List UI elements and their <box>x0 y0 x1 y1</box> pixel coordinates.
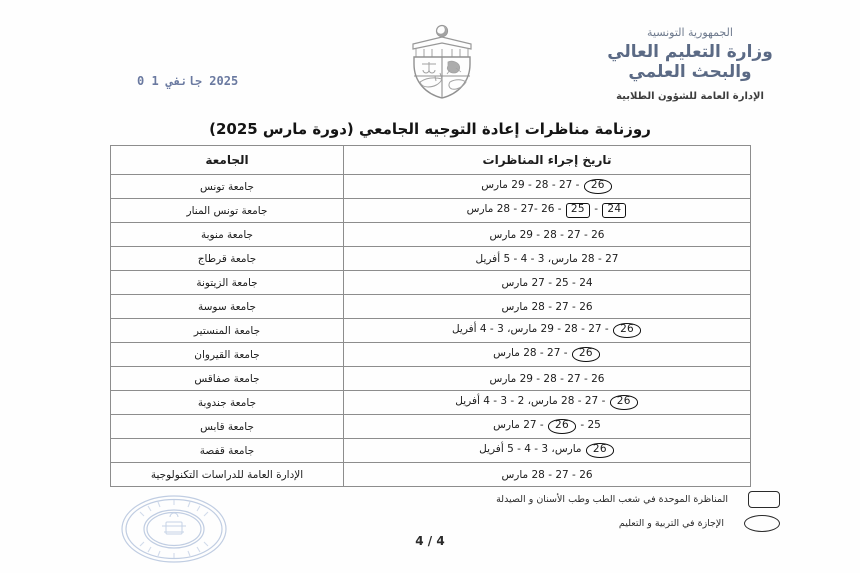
date-text-segment: 26 - 27 - 28 - 29 مارس <box>489 372 605 385</box>
date-text-segment: 27 - 28 مارس، 3 - 4 - 5 أفريل <box>475 252 619 265</box>
dates-text <box>501 301 592 313</box>
cell-university: جامعة المنستير <box>111 319 344 343</box>
cell-university: جامعة تونس <box>111 175 344 199</box>
cell-university: جامعة قابس <box>111 415 344 439</box>
cell-university: الإدارة العامة للدراسات التكنولوجية <box>111 463 344 487</box>
legend-label-unified-exam: المناظرة الموحدة في شعب الطب وطب الأسنان و الصيدلة <box>496 493 728 505</box>
cell-university: جامعة منوبة <box>111 223 344 247</box>
dates-text <box>452 323 642 337</box>
column-header-university: الجامعة <box>111 146 344 175</box>
cell-dates <box>344 319 751 343</box>
legend-item-education-degree <box>424 511 780 535</box>
official-round-seal-icon <box>114 492 234 566</box>
circled-date-marker: 26 <box>586 443 614 457</box>
circled-date-marker: 26 <box>610 395 638 409</box>
date-text-segment: مارس، 3 - 4 - 5 أفريل <box>479 443 585 456</box>
dates-text <box>493 419 601 433</box>
legend-item-unified-exam <box>380 487 780 511</box>
schedule-table <box>110 145 751 487</box>
dates-text <box>481 179 613 193</box>
cell-university: جامعة الزيتونة <box>111 271 344 295</box>
date-text-segment: - 27 - 28 - 29 مارس، 3 - 4 أفريل <box>451 323 613 336</box>
cell-dates <box>344 247 751 271</box>
page-number: 4 / 4 <box>415 534 445 548</box>
table-row <box>111 343 751 367</box>
cell-dates <box>344 295 751 319</box>
date-stamp: 2025 جانفي 1 0 <box>137 74 239 88</box>
table-row <box>111 199 751 223</box>
cell-dates <box>344 367 751 391</box>
table-row <box>111 463 751 487</box>
dates-text <box>501 277 592 289</box>
date-text-segment: 26 - 27 - 28 مارس <box>501 300 593 313</box>
page-title: روزنامة مناظرات إعادة التوجيه الجامعي (دورة مارس 2025) <box>209 120 651 138</box>
dates-text <box>467 203 628 217</box>
circled-date-marker: 26 <box>572 347 600 361</box>
dates-text <box>476 253 619 265</box>
table-row <box>111 319 751 343</box>
ministry-line-1: وزارة التعليم العالي <box>607 42 773 62</box>
table-head <box>111 146 751 175</box>
cell-dates <box>344 463 751 487</box>
republic-line: الجمهورية التونسية <box>647 26 733 39</box>
date-text-segment: 26 - 27 - 28 مارس <box>501 468 593 481</box>
dates-text <box>501 469 592 481</box>
cell-dates <box>344 223 751 247</box>
oval-marker-icon <box>744 515 780 532</box>
date-text-segment: - 27 - 28 مارس، 2 - 3 - 4 أفريل <box>455 395 609 408</box>
dates-text <box>490 373 605 385</box>
ministry-header <box>540 26 840 102</box>
date-text-segment: - 26 -27 - 28 مارس <box>466 203 565 216</box>
cell-university: جامعة قرطاج <box>111 247 344 271</box>
boxed-date-marker: 24 <box>602 203 626 217</box>
circled-date-marker: 26 <box>613 323 641 337</box>
date-text-segment: - 27 - 28 - 29 مارس <box>481 179 583 192</box>
date-text-segment: 25 - <box>577 419 601 432</box>
schedule-table-container <box>110 145 751 487</box>
cell-dates <box>344 391 751 415</box>
cell-dates <box>344 271 751 295</box>
date-text-segment: - 27 مارس <box>493 419 548 432</box>
cell-university: جامعة تونس المنار <box>111 199 344 223</box>
cell-university: جامعة جندوبة <box>111 391 344 415</box>
dates-text <box>493 347 601 361</box>
dates-text <box>455 395 638 409</box>
date-text-segment: 24 - 25 - 27 مارس <box>501 276 593 289</box>
date-text-segment: 26 - 27 - 28 - 29 مارس <box>489 228 605 241</box>
dates-text <box>490 229 605 241</box>
square-marker-icon <box>748 491 780 508</box>
table-row <box>111 223 751 247</box>
column-header-dates: تاريخ إجراء المناظرات <box>344 146 751 175</box>
table-row <box>111 271 751 295</box>
table-row <box>111 415 751 439</box>
cell-dates <box>344 439 751 463</box>
cell-dates <box>344 175 751 199</box>
table-row <box>111 175 751 199</box>
legend <box>380 487 780 535</box>
circled-date-marker: 26 <box>548 419 576 433</box>
cell-dates <box>344 199 751 223</box>
date-text-segment: - 27 - 28 مارس <box>493 347 571 360</box>
cell-university: جامعة القيروان <box>111 343 344 367</box>
ministry-line-2: والبحث العلمي <box>628 61 752 82</box>
cell-university: جامعة سوسة <box>111 295 344 319</box>
cell-dates <box>344 415 751 439</box>
date-text-segment: - <box>590 203 602 216</box>
cell-university: جامعة صفاقس <box>111 367 344 391</box>
boxed-date-marker: 25 <box>566 203 590 217</box>
cell-dates <box>344 343 751 367</box>
table-row <box>111 439 751 463</box>
dates-text <box>479 443 615 457</box>
table-body <box>111 175 751 487</box>
table-row <box>111 367 751 391</box>
circled-date-marker: 26 <box>584 179 612 193</box>
tunisia-coat-of-arms-icon <box>406 24 478 100</box>
cell-university: جامعة قفصة <box>111 439 344 463</box>
legend-label-education-degree: الإجازة في التربية و التعليم <box>618 517 724 529</box>
table-row <box>111 247 751 271</box>
table-row <box>111 295 751 319</box>
table-row <box>111 391 751 415</box>
department-line: الإدارة العامة للشؤون الطلابية <box>616 91 764 103</box>
table-header-row <box>111 146 751 175</box>
